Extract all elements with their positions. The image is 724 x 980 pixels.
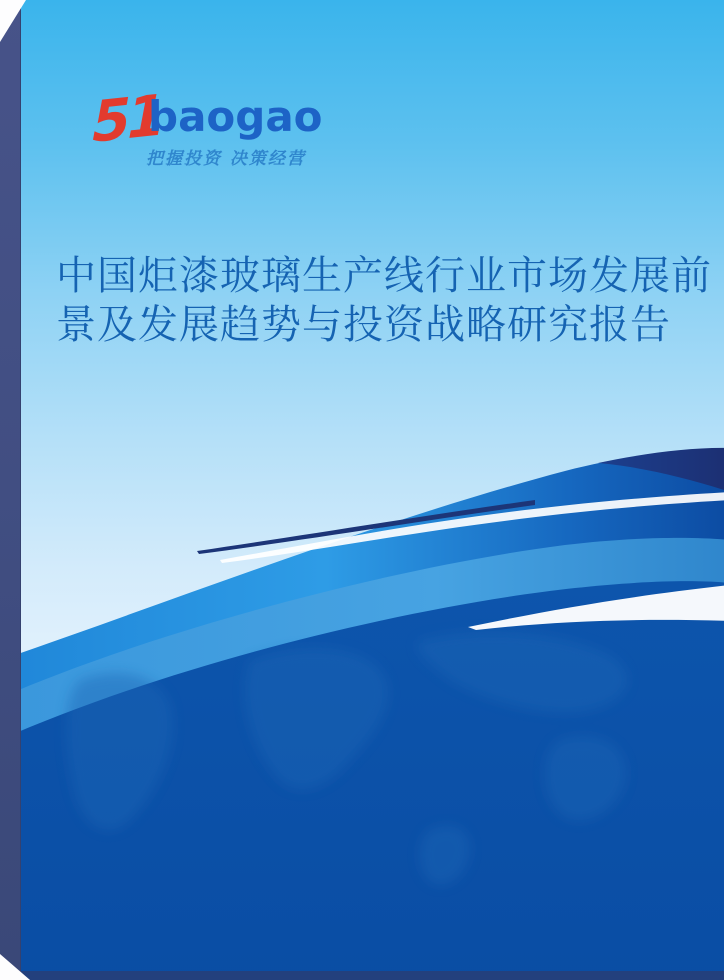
report-title — [56, 252, 712, 350]
bottom-left-corner-cut — [0, 954, 30, 980]
logo-mark-51: 51 — [92, 83, 162, 156]
logo-tagline: 把握投资 决策经营 — [146, 149, 306, 169]
logo-wordmark: baogao — [148, 92, 323, 141]
left-spine-bar — [0, 0, 21, 980]
top-left-corner-cut — [0, 0, 26, 42]
report-title-line2: 景及发展趋势与投资战略研究报告 — [56, 302, 671, 348]
bottom-strip — [0, 971, 724, 980]
logo — [92, 83, 352, 180]
report-title-line1: 中国炬漆玻璃生产线行业市场发展前 — [56, 253, 712, 299]
